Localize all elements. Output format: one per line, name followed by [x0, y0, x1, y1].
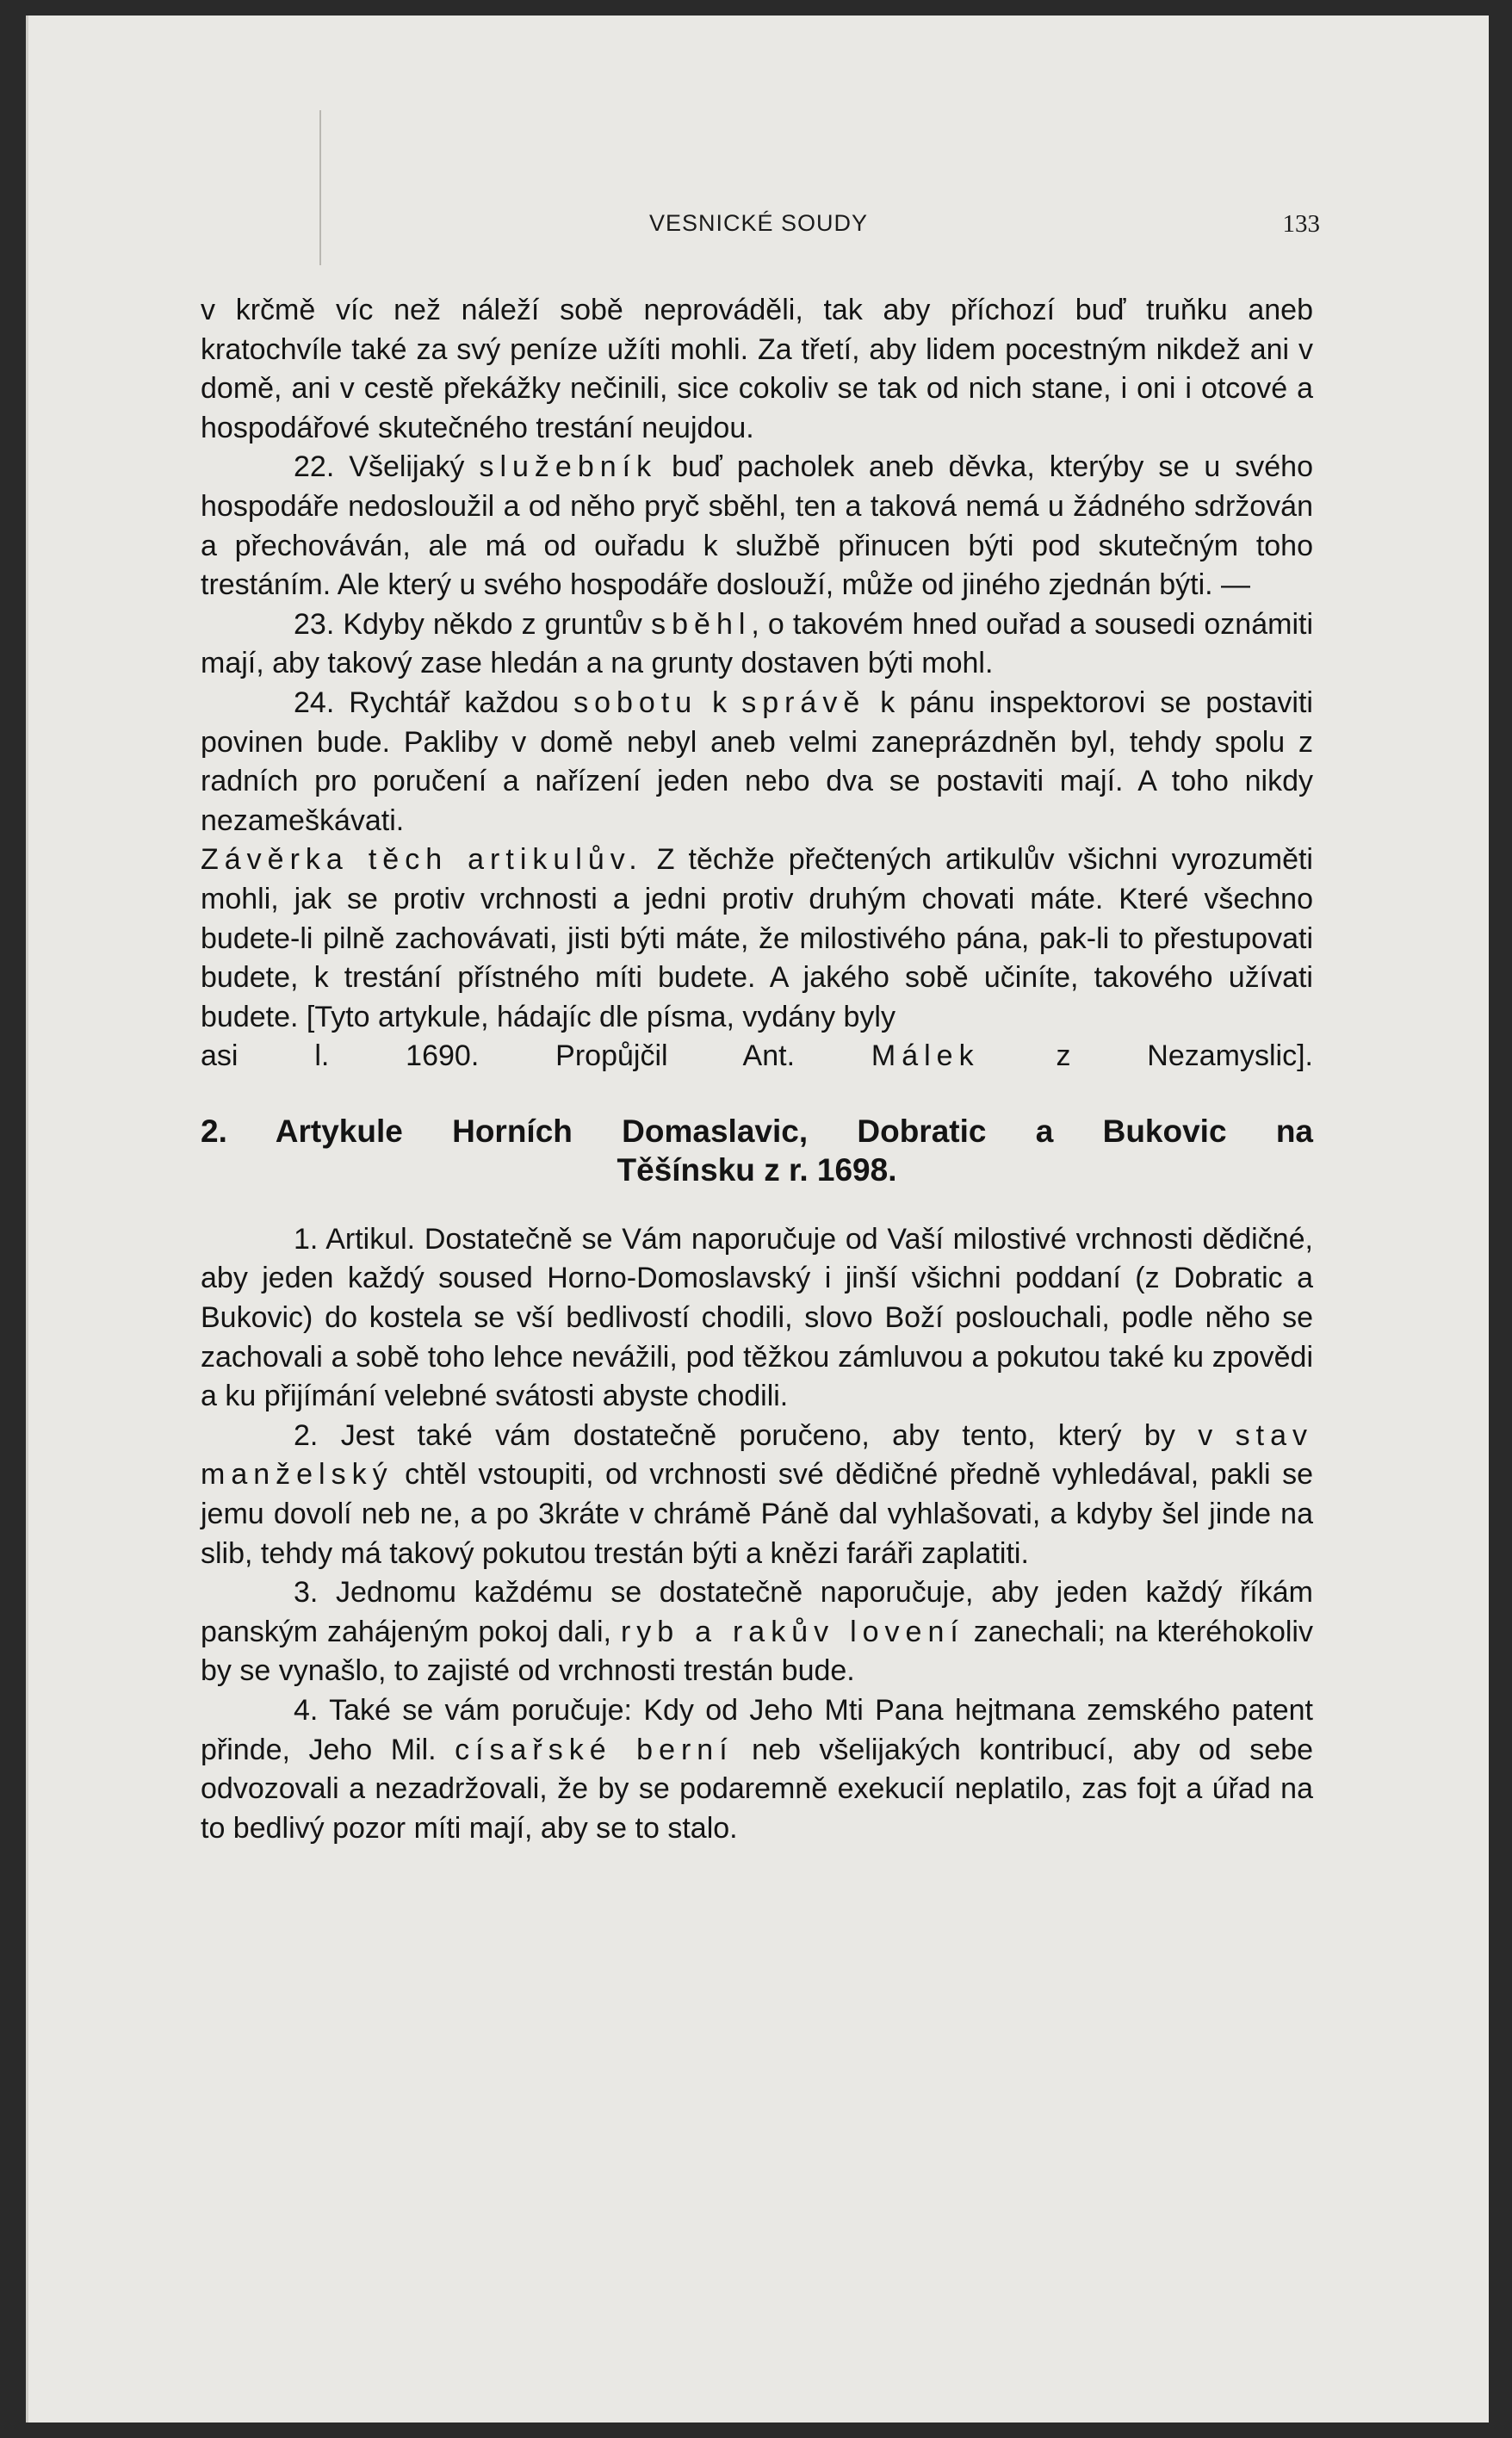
article-22	[201, 448, 1313, 605]
page-body	[201, 291, 1313, 1848]
attribution	[555, 1039, 1313, 1072]
article-text: 1. Artikul. Dostatečně se Vám naporučuje od Vaší milostivé vrchnosti dědičné, aby jeden každý soused Horno-Domoslavský i jinší všichni poddaní (z Dobratic a Bukovic) do kostela se vší bedlivostí chodili, slovo Boží poslouchali, podle něho se zachovali a sobě toho lehce nevážili, pod těžkou zámluvou a pokutou také ku zpovědi a ku přijímání velebné svátosti abyste chodili.	[201, 1222, 1313, 1413]
article-text: 4. Také se vám poručuje: Kdy od Jeho Mti Pana hejtmana zemského patent přinde, Jeho Mil.	[201, 1694, 1313, 1766]
article-text: neb všelijakých kontribucí, aby od sebe odvozovali a nezadržovali, že by se podaremně exekucií neplatilo, zas fojt a úřad na to bedlivý pozor míti mají, aby se to stalo.	[201, 1733, 1314, 1845]
article-4	[201, 1691, 1313, 1848]
section-title-line1: 2. Artykule Horních Domaslavic, Dobratic a Bukovic na	[201, 1113, 1313, 1149]
attribution-text: z Nezamyslic].	[979, 1039, 1313, 1073]
running-head: VESNICKÉ SOUDY	[648, 210, 869, 236]
article-text: chtěl vstoupiti, od vrchnosti své dědičné předně vyhledával, pakli se jemu dovolí neb ne, a po 3kráte v chrámě Páně dal vyhlašovati, a kdyby šel jinde na slib, tehdy má takový pokutou trestán býti a knězi faráři zaplatiti.	[201, 1458, 1313, 1570]
spaced-emphasis: císařské berní	[455, 1733, 734, 1766]
paragraph-text: v krčmě víc než náleží sobě neprováděli, tak aby příchozí buď truňku aneb kratochvíle také za svý peníze užíti mohli. Za třetí, aby lidem pocestným nikdež ani v domě, ani v cestě překážky nečinili, sice cokoliv se tak od nich stane, i oni i otcové a hospodářové skutečného trestání neujdou.	[201, 294, 1313, 444]
spaced-emphasis: Závěrka těch artikulův.	[201, 843, 643, 877]
spaced-emphasis: sběhl	[651, 607, 752, 641]
spaced-emphasis: stav manželský	[201, 1418, 1313, 1492]
article-text: k pánu inspektorovi se postaviti povinen bude. Pakliby v domě nebyl aneb velmi zaneprázdněn byl, tehdy spolu z radních pro poručení a nařízení jeden nebo dva se postaviti mají. A toho nikdy nezameškávati.	[201, 685, 1313, 837]
spaced-emphasis: služebník	[479, 450, 658, 484]
date-note: asi l. 1690.	[201, 1039, 480, 1073]
section-heading	[201, 1112, 1313, 1189]
article-text: k	[697, 685, 742, 719]
paragraph-intro	[201, 291, 1313, 448]
spaced-emphasis: sobotu	[573, 685, 698, 719]
article-text: buď pacholek aneb děvka, kterýby se u svého hospodáře nedosloužil a od něho pryč sběhl, ten a taková nemá u žádného sdržován a přechováván, ale má od ouřadu k službě přinucen býti pod skutečným toho trestáním. Ale který u svého hospodáře doslouží, může od jiného zjednán býti. —	[201, 450, 1313, 602]
article-text: , o takovém hned ouřad a sousedi oznámiti mají, aby takový zase hledán a na grunty dostaven býti mohl.	[201, 607, 1313, 680]
article-3	[201, 1573, 1313, 1691]
article-text: 23. Kdyby někdo z gruntův	[294, 607, 652, 641]
book-page	[26, 16, 1489, 2422]
page-number: 133	[1282, 210, 1320, 238]
attribution-text: Propůjčil Ant.	[555, 1039, 871, 1073]
spaced-emphasis: správě	[741, 685, 866, 719]
article-text: zanechali; na kteréhokoliv by se vynašlo, to zajisté od vrchnosti trestán bude.	[201, 1615, 1313, 1688]
page-header	[28, 210, 1489, 245]
article-text: 24. Rychtář každou	[294, 685, 574, 719]
article-text: 3. Jednomu každému se dostatečně naporučuje, aby jeden každý říkám panským zahájeným pokoj dali,	[201, 1576, 1313, 1648]
spaced-emphasis: ryb a rakův lovení	[620, 1615, 964, 1648]
attribution-line	[201, 1037, 1313, 1076]
conclusion-paragraph	[201, 841, 1313, 1037]
article-text: 2. Jest také vám dostatečně poručeno, aby tento, který by v	[294, 1418, 1236, 1452]
article-2	[201, 1417, 1313, 1573]
article-23	[201, 605, 1313, 684]
article-text: 22. Všelijaký	[294, 450, 480, 484]
article-1	[201, 1220, 1313, 1417]
section-title-line2: Těšínsku z r. 1698.	[617, 1151, 897, 1188]
article-24	[201, 684, 1313, 841]
conclusion-text: Z těchže přečtených artikulův všichni vyrozuměti mohli, jak se protiv vrchnosti a jedni protiv druhým chovati máte. Které všechno budete-li pilně zachovávati, jisti býti máte, že milostivého pána, pak-li to přestupovati budete, k trestání přístného míti budete. A jakého sobě učiníte, takového užívati budete. [Tyto artykule, hádajíc dle písma, vydány byly	[201, 843, 1313, 1033]
spaced-emphasis: Málek	[871, 1039, 980, 1073]
